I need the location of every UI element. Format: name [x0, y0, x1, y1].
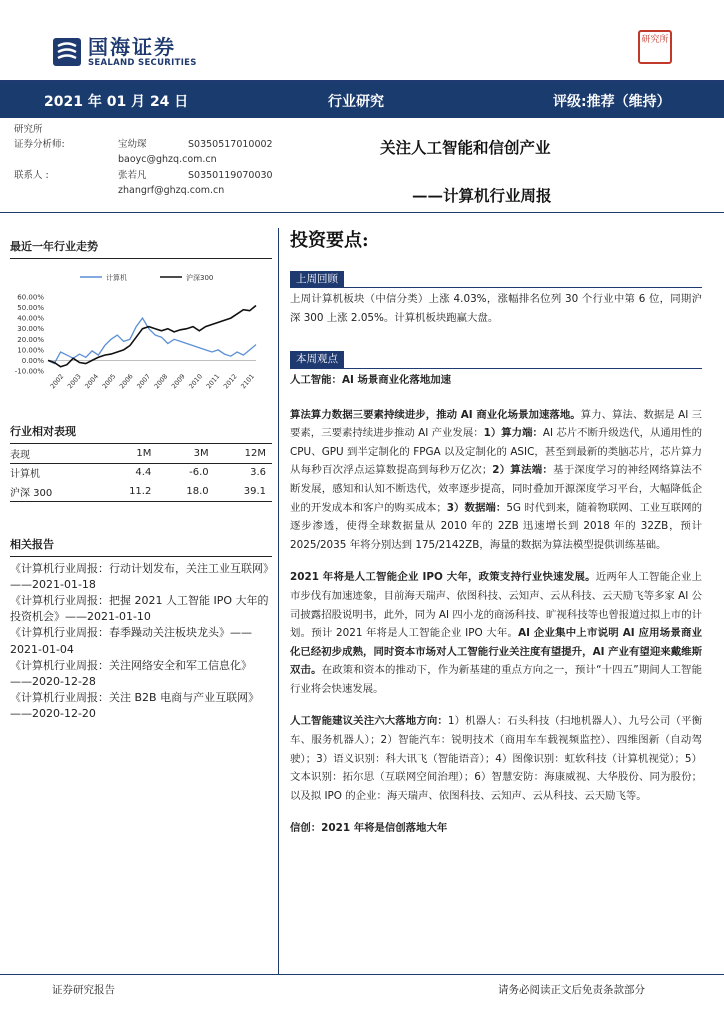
table-cell: 18.0 [157, 482, 214, 501]
y-tick-label: 30.00% [17, 325, 44, 334]
legend-label: 沪深300 [186, 274, 214, 282]
legend-label: 计算机 [106, 274, 127, 282]
para-text: 5G 时代到来，随着物联网、工业互联网的逐步渗透，使得全球数据量从 2010 年的 2ZB 迅速增长到 2018 年的 32ZB，预计 2025/2035 年将分别达到 175/2142ZB，海量的数据为算法模型提供训练基础。 [290, 501, 702, 551]
department: 研究所 [14, 124, 43, 135]
para-text: 基于深度学习的神经网络算法不断发展，感知和认知不断迭代，效率逐步提高，同时叠加开源深度学习平台，大幅降低企业的开发成本和客户的购买成本； [290, 464, 703, 514]
y-tick-label: 10.00% [17, 346, 44, 355]
right-column [290, 232, 702, 838]
para-emphasis: AI 企业集中上市说明 AI 应用场景商业化已经初步成熟，同时资本市场对人工智能行业关注度有望提升，AI 产业有望迎来戴维斯双击。 [290, 627, 702, 677]
title-divider [0, 212, 724, 213]
para-point: 3）数据端： [446, 501, 507, 514]
analyst-label: 联系人 : [14, 169, 49, 181]
chart-section-title: 最近一年行业走势 [10, 224, 272, 259]
performance-title: 行业相对表现 [10, 395, 272, 444]
related-report-item[interactable]: 《计算机行业周报：把握 2021 人工智能 IPO 大年的投资机会》——2021-01-10 [10, 593, 269, 624]
company-logo [52, 36, 197, 68]
table-cell: 11.2 [100, 482, 157, 501]
this-week-label: 本周观点 [290, 351, 344, 368]
paragraph-ai-factors [290, 406, 702, 555]
report-title: 关注人工智能和信创产业 [380, 138, 551, 157]
series-line-hs300 [48, 306, 256, 367]
analyst-code: S0350517010002 [188, 139, 273, 151]
analyst-email[interactable]: baoyc@ghzq.com.cn [118, 154, 217, 166]
y-tick-label: 0.00% [21, 356, 44, 365]
performance-table [10, 444, 272, 502]
related-reports-list [10, 561, 272, 723]
x-tick-label: 2002 [48, 372, 66, 391]
x-tick-label: 2010 [187, 372, 205, 391]
ai-subheading: 人工智能：AI 场景商业化落地加速 [290, 373, 451, 386]
trend-chart [10, 263, 272, 393]
left-column [10, 224, 272, 723]
para-lead: 人工智能建议关注六大落地方向： [290, 715, 448, 728]
table-header-cell: 1M [100, 444, 157, 463]
related-report-item[interactable]: 《计算机行业周报：春季躁动关注板块龙头》——2021-01-04 [10, 626, 252, 656]
analyst-info [14, 122, 273, 198]
analyst-email[interactable]: zhangrf@ghzq.com.cn [118, 184, 225, 196]
research-institute-seal: 研究所 [638, 30, 672, 64]
column-divider [278, 228, 279, 974]
para-text: AI 芯片不断升级迭代，从通用性的 CPU、GPU 到半定制化的 FPGA 以及定制化的 ASIC，甚至到最新的类脑芯片，芯片算力从每秒百次浮点运算数提高到每秒万亿次； [290, 427, 702, 477]
table-cell: 4.4 [135, 467, 152, 479]
table-cell: 3.6 [250, 467, 266, 479]
report-subtitle: ——计算机行业周报 [412, 186, 552, 205]
logo-chinese-name: 国海证券 [88, 35, 176, 59]
related-report-item[interactable]: 《计算机行业周报：关注网络安全和军工信息化》——2020-12-28 [10, 658, 252, 688]
table-header-cell: 表现 [10, 444, 100, 463]
para-text: 算力、算法、数据是 AI 三要素，三要素持续进步推动 AI 产业发展： [290, 408, 703, 440]
footer-divider [0, 974, 724, 975]
table-row [10, 463, 272, 482]
logo-english-name: SEALAND SECURITIES [88, 58, 197, 68]
para-text: 1）机器人：石头科技（扫地机器人）、九号公司（平衡车、服务机器人）；2）智能汽车：锐明技术（商用车车载视频监控）、四维图新（自动驾驶）；3）语义识别：科大讯飞（智能语音）；4）图像识别：虹软科技（计算机视觉）；5）文本识别：拓尔思（互联网空间治理）；6）智慧安防：海康威视、大华股份、同为股份；以及拟 IPO 的企业：海天瑞声、依图科技、云知声、云从科技、云天励飞等。 [290, 715, 702, 802]
related-reports-title: 相关报告 [10, 502, 272, 557]
analyst-row [14, 152, 273, 167]
analyst-code: S0350119070030 [188, 169, 273, 181]
para-lead: 2021 年将是人工智能企业 IPO 大年，政策支持行业快速发展。 [290, 571, 596, 584]
table-header-cell: 12M [215, 444, 272, 463]
report-date: 2021 年 01 月 24 日 [44, 94, 189, 110]
table-cell: 39.1 [215, 482, 272, 501]
analyst-label [14, 183, 118, 198]
table-header-cell: 3M [157, 444, 214, 463]
para-point: 1）算力端： [483, 427, 543, 440]
label-underline [290, 368, 702, 369]
header-bar [0, 82, 724, 118]
x-tick-label: 2005 [100, 372, 118, 391]
investment-title: 投资要点: [290, 230, 369, 251]
y-tick-label: 60.00% [17, 293, 44, 302]
x-tick-label: 2008 [152, 372, 170, 391]
related-report-item[interactable]: 《计算机行业周报：行动计划发布，关注工业互联网》——2021-01-18 [10, 561, 269, 591]
table-cell: 计算机 [10, 469, 40, 481]
x-tick-label: 2009 [169, 372, 187, 391]
table-row [10, 482, 272, 501]
trend-chart-svg [10, 263, 272, 393]
last-week-text: 上周计算机板块（中信分类）上涨 4.03%，涨幅排名位列 30 个行业中第 6 位，同期沪深 300 上涨 2.05%。计算机板块跑赢大盘。 [290, 293, 702, 324]
x-tick-label: 2012 [221, 372, 239, 391]
x-tick-label: 2004 [83, 372, 101, 391]
report-type: 行业研究 [328, 94, 384, 110]
label-underline [290, 287, 702, 288]
x-tick-label: 2003 [65, 372, 83, 391]
table-cell: -6.0 [189, 467, 209, 479]
x-tick-label: 2006 [117, 372, 135, 391]
x-tick-label: 2007 [135, 372, 153, 391]
para-point: 2）算法端： [492, 464, 554, 477]
footer-disclaimer-text: 请务必阅读正文后免责条款部分 [498, 984, 645, 996]
performance-section [10, 395, 272, 502]
table-header-row [10, 444, 272, 463]
analyst-row [14, 168, 273, 183]
x-tick-label: 2101 [239, 372, 257, 391]
y-tick-label: 40.00% [17, 314, 44, 323]
para-text: 在政策和资本的推动下，作为新基建的重点方向之一，预计“十四五”期间人工智能行业将会快速发展。 [290, 664, 703, 695]
analyst-row [14, 183, 273, 198]
xinchuang-heading: 信创：2021 年将是信创落地大年 [290, 822, 448, 835]
company-logo-icon [52, 37, 82, 67]
paragraph-ai-ipo [290, 568, 702, 698]
paragraph-ai-directions [290, 712, 702, 805]
series-line-computer [48, 318, 256, 364]
analyst-row [14, 137, 273, 152]
x-tick-label: 2011 [204, 372, 222, 391]
analyst-name: 张若凡 [118, 169, 147, 181]
footer-left-text: 证券研究报告 [52, 984, 115, 996]
y-tick-label: -10.00% [14, 367, 44, 376]
report-rating: 评级:推荐（维持） [553, 94, 671, 110]
y-tick-label: 20.00% [17, 335, 44, 344]
table-cell: 沪深 300 [10, 482, 100, 501]
analyst-name: 宝幼琛 [118, 139, 147, 151]
last-week-label: 上周回顾 [290, 271, 344, 288]
para-text: 近两年人工智能企业上市步伐有加速迹象，目前海天瑞声、依图科技、云知声、云从科技、云天励飞等多家 AI 公司披露招股说明书，此外，同为 AI 四小龙的商汤科技、旷视科技等也曾报道过拟上市的计划。预计 2021 年将是人工智能企业 IPO 大年。 [290, 571, 702, 640]
para-lead: 算法算力数据三要素持续进步，推动 AI 商业化场景加速落地。 [290, 408, 581, 421]
analyst-label [14, 152, 118, 167]
y-tick-label: 50.00% [17, 304, 44, 313]
related-report-item[interactable]: 《计算机行业周报：关注 B2B 电商与产业互联网》——2020-12-20 [10, 691, 260, 721]
analyst-label: 证券分析师: [14, 139, 65, 151]
